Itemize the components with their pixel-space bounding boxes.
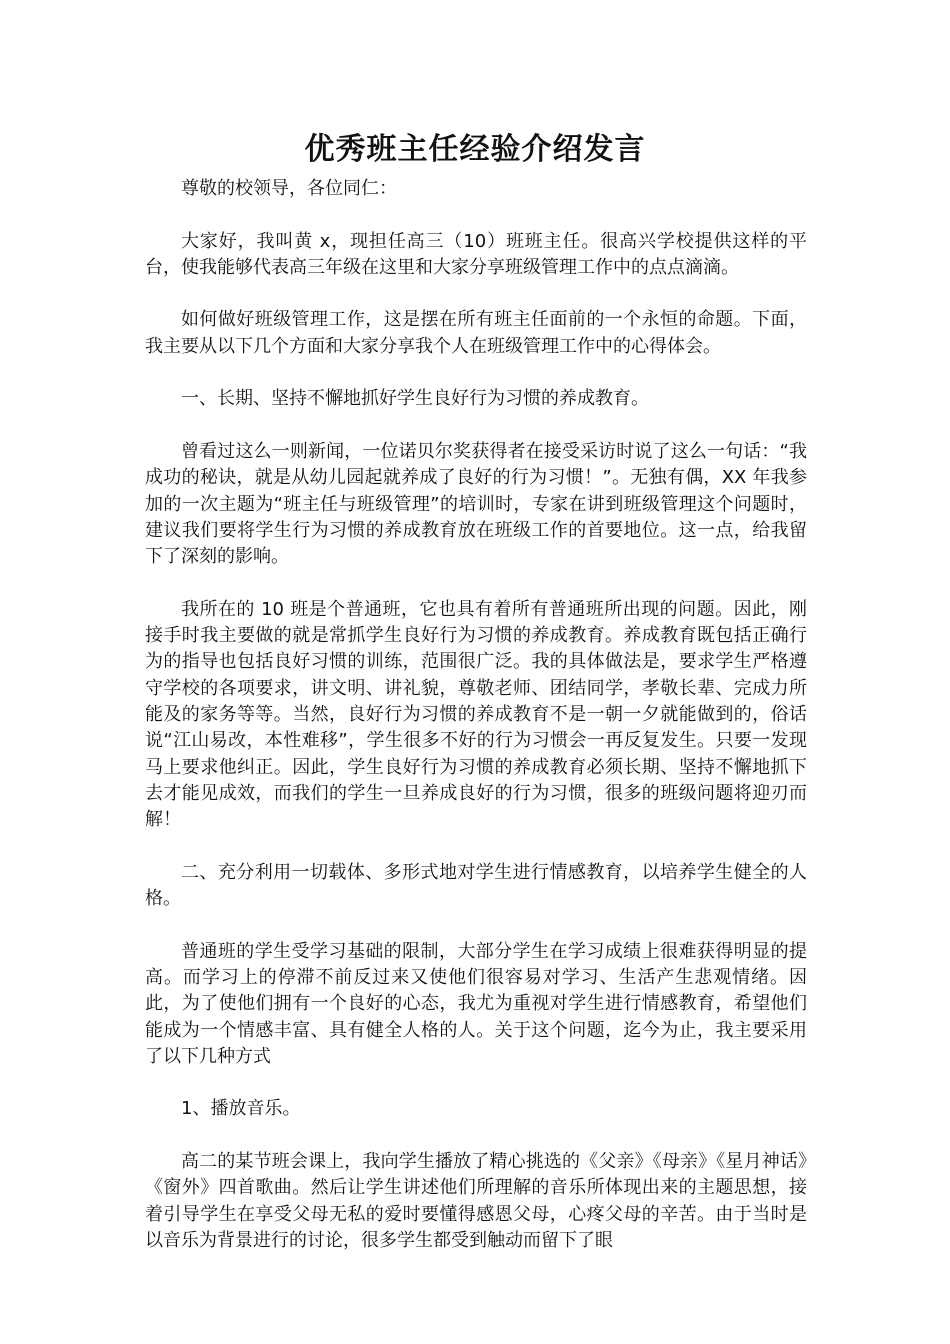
paragraph-greeting: 尊敬的校领导，各位同仁： xyxy=(181,178,397,199)
paragraph-class-habits: 我所在的 10 班是个普通班，它也具有着所有普通班所出现的问题。因此，刚接手时我主要做的就是常抓学生良好行为习惯的养成教育。养成教育既包括正确行为的指导也包括良好习惯的训练，范围很广泛。我的具体做法是，要求学生严格遵守学校的各项要求，讲文明、讲礼貌，尊敬老师、团结同学，孝敬长辈、完成力所能及的家务等等。当然，良好行为习惯的养成教育不是一朝一夕就能做到的，俗话说“江山易改，本性难移”，学生很多不好的行为习惯会一再反复发生。只要一发现马上要求他纠正。因此，学生良好行为习惯的养成教育必须长期、坚持不懈地抓下去才能见成效，而我们的学生一旦养成良好的行为习惯，很多的班级问题将迎刃而解！ xyxy=(145,598,807,831)
subheading-play-music: 1、播放音乐。 xyxy=(181,1098,301,1120)
document-title: 优秀班主任经验介绍发言 xyxy=(304,132,646,167)
paragraph-emotional-education: 普通班的学生受学习基础的限制，大部分学生在学习成绩上很难获得明显的提高。而学习上的停滞不前反过来又使他们很容易对学习、生活产生悲观情绪。因此，为了使他们拥有一个良好的心态，我尤为重视对学生进行情感教育，希望他们能成为一个情感丰富、具有健全人格的人。关于这个问题，迄今为止，我主要采用了以下几种方式 xyxy=(145,940,807,1067)
paragraph-topic: 如何做好班级管理工作，这是摆在所有班主任面前的一个永恒的命题。下面，我主要从以下几个方面和大家分享我个人在班级管理工作中的心得体会。 xyxy=(145,309,807,357)
paragraph-introduction: 大家好，我叫黄 x，现担任高三（10）班班主任。很高兴学校提供这样的平台，使我能够代表高三年级在这里和大家分享班级管理工作中的点点滴滴。 xyxy=(145,230,807,278)
paragraph-news-story: 曾看过这么一则新闻，一位诺贝尔奖获得者在接受采访时说了这么一句话：“我成功的秘诀，就是从幼儿园起就养成了良好的行为习惯！”。无独有偶，XX 年我参加的一次主题为“班主任与班级管理”的培训时，专家在讲到班级管理这个问题时，建议我们要将学生行为习惯的养成教育放在班级工作的首要地位。这一点，给我留下了深刻的影响。 xyxy=(145,440,807,568)
document-body xyxy=(145,176,807,1254)
section-heading-two: 二、充分利用一切载体、多形式地对学生进行情感教育，以培养学生健全的人格。 xyxy=(145,861,807,910)
paragraph-music-class: 高二的某节班会课上，我向学生播放了精心挑选的《父亲》《母亲》《星月神话》《窗外》四首歌曲。然后让学生讲述他们所理解的音乐所体现出来的主题思想，接着引导学生在享受父母无私的爱时要懂得感恩父母，心疼父母的辛苦。由于当时是以音乐为背景进行的讨论，很多学生都受到触动而留下了眼 xyxy=(145,1150,807,1251)
section-heading-one: 一、长期、坚持不懈地抓好学生良好行为习惯的养成教育。 xyxy=(181,388,649,410)
